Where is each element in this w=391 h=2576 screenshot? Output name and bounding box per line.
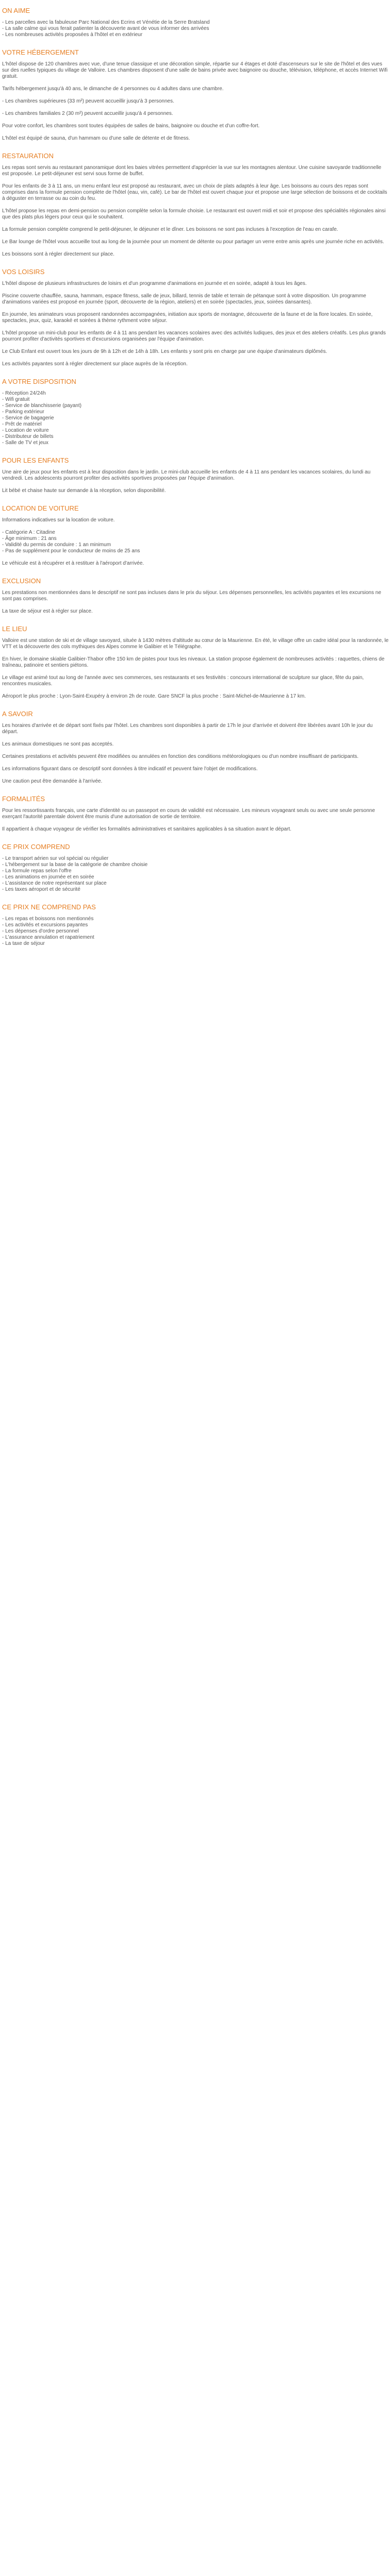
section-restauration bbox=[2, 152, 389, 258]
section-title: CE PRIX NE COMPREND PAS bbox=[2, 903, 96, 911]
paragraph: Pour votre confort, les chambres sont toutes équipées de salles de bains, baignoire ou douche et d'un coffre-fort. bbox=[2, 123, 260, 129]
list-item: - Wifi gratuit bbox=[2, 397, 389, 403]
list-item: - La salle calme qui vous ferait patienter la découverte avant de vous informer des arrivées bbox=[2, 26, 389, 32]
paragraph: L'hôtel propose un mini-club pour les enfants de 4 à 11 ans pendant les vacances scolaires avec des activités ludiques, des jeux et des ateliers créatifs. Les plus grands pourront profiter d'activités sportives et d'excursions organisées par l'équipe d'animation. bbox=[2, 330, 386, 342]
list-item: - Validité du permis de conduire : 1 an minimum bbox=[2, 542, 389, 548]
paragraph: L'hôtel dispose de plusieurs infrastructures de loisirs et d'un programme d'animations en journée et en soirée, adapté à tous les âges. bbox=[2, 281, 307, 286]
paragraph: Le village est animé tout au long de l'année avec ses commerces, ses restaurants et ses festivités : concours international de sculpture sur glace, fête du pain, rencontres musicales. bbox=[2, 675, 364, 687]
list-item: - Les dépenses d'ordre personnel bbox=[2, 928, 389, 935]
list-item: - Salle de TV et jeux bbox=[2, 440, 389, 446]
section-title: POUR LES ENFANTS bbox=[2, 456, 69, 464]
section-title: FORMALITÉS bbox=[2, 795, 45, 803]
paragraph: La taxe de séjour est à régler sur place. bbox=[2, 608, 93, 614]
paragraph: Les repas sont servis au restaurant panoramique dont les baies vitrées permettent d'apprécier la vue sur les montagnes alentour. Une cuisine savoyarde traditionnelle est proposée. Le petit-déjeuner est servi sous forme de buffet. bbox=[2, 165, 382, 177]
list-item: - Les nombreuses activités proposées à l'hôtel et en extérieur bbox=[2, 32, 389, 38]
list-item: - Les activités et excursions payantes bbox=[2, 922, 389, 928]
list-item: - Catégorie A : Citadine bbox=[2, 530, 389, 536]
section-title: A VOTRE DISPOSITION bbox=[2, 378, 76, 385]
section-on-aime bbox=[2, 7, 389, 38]
paragraph: Les animaux domestiques ne sont pas acceptés. bbox=[2, 741, 114, 747]
paragraph: La formule pension complète comprend le petit-déjeuner, le déjeuner et le dîner. Les boissons ne sont pas incluses à l'exception de l'eau en carafe. bbox=[2, 227, 338, 232]
list-item: - L'hébergement sur la base de la catégorie de chambre choisie bbox=[2, 862, 389, 868]
paragraph: Les activités payantes sont à régler directement sur place auprès de la réception. bbox=[2, 361, 188, 367]
paragraph: Aéroport le plus proche : Lyon-Saint-Exupéry à environ 2h de route. Gare SNCF la plus proche : Saint-Michel-de-Maurienne à 17 km. bbox=[2, 693, 306, 699]
paragraph: Une aire de jeux pour les enfants est à leur disposition dans le jardin. Le mini-club accueille les enfants de 4 à 11 ans pendant les vacances scolaires, du lundi au vendredi. Les adolescents pourront profiter des activités sportives proposées par l'équipe d'animation. bbox=[2, 469, 371, 481]
section-prix-comprend bbox=[2, 843, 389, 893]
section-lieu bbox=[2, 625, 389, 700]
paragraph: Pour les enfants de 3 à 11 ans, un menu enfant leur est proposé au restaurant, avec un choix de plats adaptés à leur âge. Les boissons au cours des repas sont comprises dans la formule pension complète de l'hôtel (eau, vin, café). Le bar de l'hôtel est ouvert chaque jour et propose une large sélection de boissons et de cocktails à déguster en terrasse ou au coin du feu. bbox=[2, 183, 387, 201]
paragraph: Les boissons sont à régler directement sur place. bbox=[2, 251, 115, 257]
list-item: - Le transport aérien sur vol spécial ou régulier bbox=[2, 856, 389, 862]
paragraph: Une caution peut être demandée à l'arrivée. bbox=[2, 778, 103, 784]
paragraph: Les informations figurant dans ce descriptif sont données à titre indicatif et peuvent faire l'objet de modifications. bbox=[2, 766, 258, 772]
section-title: VOS LOISIRS bbox=[2, 268, 45, 276]
section-prix-ne-comprend bbox=[2, 903, 389, 947]
paragraph: Certaines prestations et activités peuvent être modifiées ou annulées en fonction des conditions météorologiques ou d'un nombre insuffisant de participants. bbox=[2, 754, 359, 759]
paragraph: Informations indicatives sur la location de voiture. bbox=[2, 517, 115, 523]
section-title: LOCATION DE VOITURE bbox=[2, 504, 79, 512]
paragraph: L'hôtel dispose de 120 chambres avec vue, d'une tenue classique et une décoration simple, répartie sur 4 étages et doté d'ascenseurs sur le site de l'hôtel et des vues sur des ruelles typiques du village de Valloire. Les chambres disposent d'une salle de bains privée avec baignoire ou douche, télévision, téléphone, et accès Internet Wifi gratuit. bbox=[2, 61, 388, 79]
paragraph: Les horaires d'arrivée et de départ sont fixés par l'hôtel. Les chambres sont disponibles à partir de 17h le jour d'arrivée et doivent être libérées avant 10h le jour du départ. bbox=[2, 723, 373, 735]
section-location bbox=[2, 504, 389, 567]
list-item: - Âge minimum : 21 ans bbox=[2, 536, 389, 542]
section-title: A SAVOIR bbox=[2, 710, 33, 718]
bullet-list bbox=[2, 391, 389, 446]
section-title: CE PRIX COMPREND bbox=[2, 843, 70, 851]
paragraph: L'hôtel est équipé de sauna, d'un hammam ou d'une salle de détente et de fitness. bbox=[2, 135, 190, 141]
list-item: - Les parcelles avec la fabuleuse Parc National des Ecrins et Vénétie de la Serre Bratsland bbox=[2, 20, 389, 26]
paragraph: Lit bébé et chaise haute sur demande à la réception, selon disponibilité. bbox=[2, 488, 166, 494]
paragraph: Tarifs hébergement jusqu'à 40 ans, le dimanche de 4 personnes ou 4 adultes dans une chambre. bbox=[2, 86, 224, 92]
paragraph: Pour les ressortissants français, une carte d'identité ou un passeport en cours de validité est nécessaire. Les mineurs voyageant seuls ou avec une seule personne exerçant l'autorité parentale doivent être munis d'une autorisation de sortie de territoire. bbox=[2, 808, 375, 820]
list-item: - L'assurance annulation et rapatriement bbox=[2, 935, 389, 941]
list-item: - Réception 24/24h bbox=[2, 391, 389, 397]
list-item: - La taxe de séjour bbox=[2, 941, 389, 947]
bullet-list bbox=[2, 916, 389, 947]
list-item: - Les animations en journée et en soirée bbox=[2, 874, 389, 880]
paragraph: En hiver, le domaine skiable Galibier-Thabor offre 150 km de pistes pour tous les niveaux. La station propose également de nombreuses activités : raquettes, chiens de traîneau, patinoire et sentiers piétons. bbox=[2, 656, 385, 668]
list-item: - Parking extérieur bbox=[2, 409, 389, 415]
paragraph: L'hôtel propose les repas en demi-pension ou pension complète selon la formule choisie. Le restaurant est ouvert midi et soir et propose des spécialités régionales ainsi que des plats plus légers pour ceux qui le souhaitent. bbox=[2, 208, 386, 220]
bullet-list bbox=[2, 856, 389, 893]
list-item: - Prêt de matériel bbox=[2, 421, 389, 428]
list-item: - Les repas et boissons non mentionnés bbox=[2, 916, 389, 922]
list-item: - Pas de supplément pour le conducteur de moins de 25 ans bbox=[2, 548, 389, 554]
list-item: - Service de blanchisserie (payant) bbox=[2, 403, 389, 409]
section-loisirs bbox=[2, 268, 389, 367]
section-enfants bbox=[2, 456, 389, 494]
note: Le véhicule est à récupérer et à restituer à l'aéroport d'arrivée. bbox=[2, 561, 144, 566]
list-item: - La formule repas selon l'offre bbox=[2, 868, 389, 874]
paragraph: Le Bar lounge de l'hôtel vous accueille tout au long de la journée pour un moment de détente ou pour partager un verre entre amis après une journée riche en activités. bbox=[2, 239, 384, 245]
list-item: - Service de bagagerie bbox=[2, 415, 389, 421]
list-item: - Les taxes aéroport et de sécurité bbox=[2, 887, 389, 893]
section-exclusion bbox=[2, 577, 389, 615]
section-title: ON AIME bbox=[2, 7, 30, 14]
list-item: - Distributeur de billets bbox=[2, 434, 389, 440]
section-title: VOTRE HÉBERGEMENT bbox=[2, 48, 79, 56]
paragraph: Valloire est une station de ski et de village savoyard, située à 1430 mètres d'altitude au cœur de la Maurienne. En été, le village offre un cadre idéal pour la randonnée, le VTT et la découverte des cols mythiques des Alpes comme le Galibier et le Télégraphe. bbox=[2, 638, 389, 650]
paragraph: Le Club Enfant est ouvert tous les jours de 9h à 12h et de 14h à 18h. Les enfants y sont pris en charge par une équipe d'animateurs diplômés. bbox=[2, 349, 328, 354]
section-title: RESTAURATION bbox=[2, 152, 54, 160]
paragraph: Il appartient à chaque voyageur de vérifier les formalités administratives et sanitaires applicables à sa situation avant le départ. bbox=[2, 826, 291, 832]
section-hotel bbox=[2, 48, 389, 142]
bullet-list bbox=[2, 530, 389, 554]
section-title: EXCLUSION bbox=[2, 577, 41, 585]
page-content bbox=[0, 0, 391, 947]
section-title: LE LIEU bbox=[2, 625, 27, 633]
paragraph: En journée, les animateurs vous proposent randonnées accompagnées, initiation aux sports de montagne, découverte de la faune et de la flore locales. En soirée, spectacles, jeux, quiz, karaoké et soirées à thème rythment votre séjour. bbox=[2, 312, 373, 324]
bullet-list bbox=[2, 20, 389, 38]
section-formalites bbox=[2, 795, 389, 833]
paragraph: Les prestations non mentionnées dans le descriptif ne sont pas incluses dans le prix du séjour. Les dépenses personnelles, les activités payantes et les excursions ne sont pas comprises. bbox=[2, 590, 381, 602]
list-item: - Location de voiture bbox=[2, 428, 389, 434]
paragraph: Piscine couverte chauffée, sauna, hammam, espace fitness, salle de jeux, billard, tennis de table et terrain de pétanque sont à votre disposition. Un programme d'animations variées est proposé en journée (sport, découverte de la région, ateliers) et en soirée (spectacles, jeux, soirées dansantes). bbox=[2, 293, 366, 305]
section-dispo bbox=[2, 378, 389, 446]
paragraph: - Les chambres familiales 2 (30 m²) peuvent accueillir jusqu'à 4 personnes. bbox=[2, 111, 173, 116]
section-avoir bbox=[2, 710, 389, 785]
list-item: - L'assistance de notre représentant sur place bbox=[2, 880, 389, 887]
paragraph: - Les chambres supérieures (33 m²) peuvent accueillir jusqu'à 3 personnes. bbox=[2, 98, 174, 104]
